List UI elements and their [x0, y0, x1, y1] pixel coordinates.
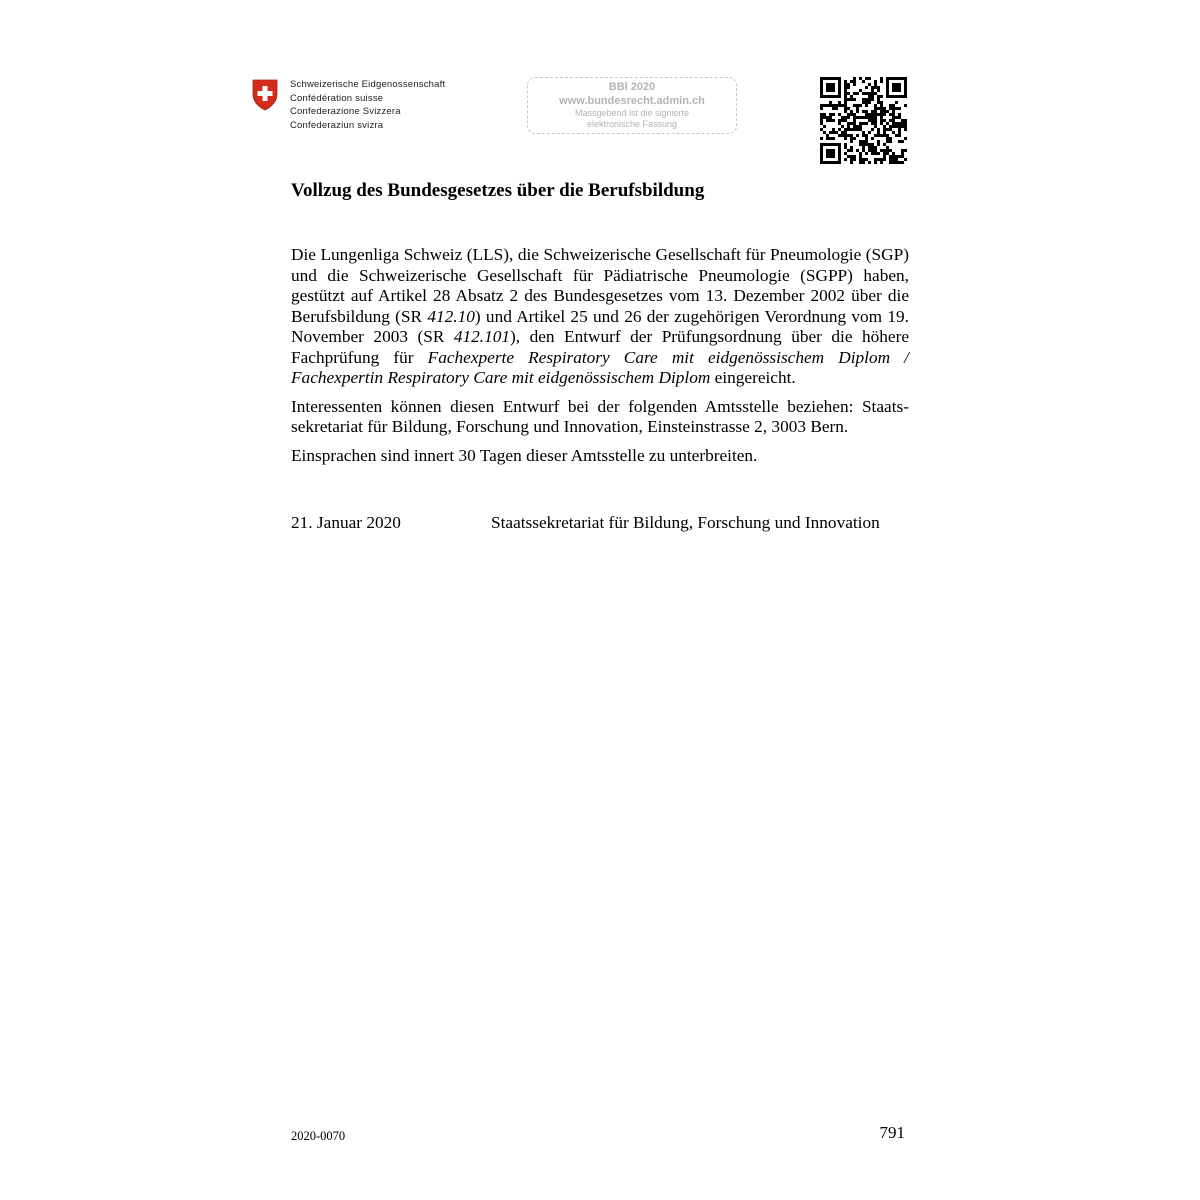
stamp-title: BBl 2020 — [608, 81, 656, 93]
stamp-note-line2: elektronische Fassung — [586, 119, 678, 129]
swiss-shield-icon — [252, 79, 278, 111]
paragraph-text: eingereicht. — [710, 368, 796, 387]
document-number: 2020-0070 — [291, 1129, 346, 1143]
confederation-names — [290, 78, 445, 132]
confederation-name-fr: Confédération suisse — [290, 92, 384, 104]
sr-reference: 412.101 — [453, 327, 511, 346]
document-title: Vollzug des Bundesgesetzes über die Berufsbildung — [291, 180, 705, 201]
swiss-confederation-logo — [252, 78, 445, 132]
paragraph-text: ), den Entwurf der Prüfungsordnung über die höhere Fachprüfung für — [291, 327, 909, 367]
bbl-stamp — [527, 77, 737, 134]
stamp-url: www.bundesrecht.admin.ch — [559, 95, 705, 107]
signature-date: 21. Januar 2020 — [291, 513, 401, 532]
confederation-name-it: Confederazione Svizzera — [290, 106, 401, 117]
signature-authority: Staatssekretariat für Bildung, Forschung und Innovation — [491, 513, 880, 532]
paragraph-text: Die Lungenliga Schweiz (LLS), die Schweizerische Gesellschaft für Pneumologie (SGP) und die Schweizerische Gesellschaft für Pädiatrische Pneumologie (SGPP) haben, gestützt auf Artikel 28 Absatz 2 des Bundesgesetzes vom 13. Dezember 2002 über die Berufsbildung (SR — [291, 245, 909, 326]
qr-code-icon — [820, 77, 907, 164]
paragraph-text: ) und Artikel 25 und 26 der zugehörigen Verordnung vom 19. November 2003 (SR — [291, 306, 910, 346]
qualification-title: Fachexperte Respiratory Care mit eidgenössischem Diplom / Fachexpertin Respiratory Care mit eidgenössischem Diplom — [291, 347, 909, 387]
page-number: 791 — [879, 1123, 905, 1142]
confederation-name-de: Schweizerische Eidgenossenschaft — [290, 79, 446, 90]
paragraph-objections: Einsprachen sind innert 30 Tagen dieser Amtsstelle zu unterbreiten. — [291, 445, 758, 465]
paragraph-submission — [291, 245, 909, 389]
stamp-note-line1: Massgebend ist die signierte — [574, 108, 690, 118]
paragraph-availability: Interessenten können diesen Entwurf bei der folgenden Amtsstelle beziehen: Staatssekretariat für Bildung, Forschung und Innovation, Einsteinstrasse 2, 3003 Bern. — [291, 396, 909, 436]
sr-reference: 412.10 — [427, 306, 475, 326]
document-body — [291, 245, 909, 474]
confederation-name-rm: Confederaziun svizra — [290, 119, 384, 131]
